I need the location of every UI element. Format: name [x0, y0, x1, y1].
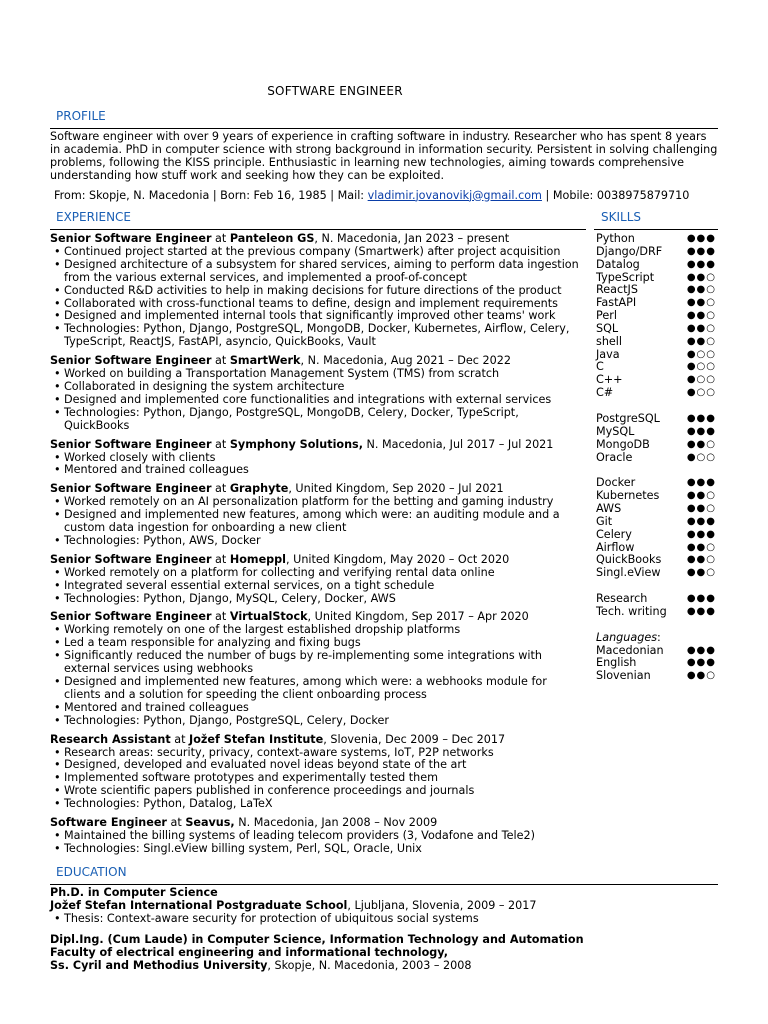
contact-suffix: | Mobile: 0038975879710 — [541, 188, 690, 202]
job-bullet: • Collaborated in designing the system architecture — [50, 381, 586, 394]
experience-heading: EXPERIENCE — [56, 210, 132, 224]
skill-row — [596, 336, 716, 349]
skill-rating: ●●● — [686, 515, 716, 527]
job-bullet: • Designed and implemented new features, among which were: an auditing module and a custom data ingestion for onboarding a new client — [50, 509, 586, 535]
job-bullets — [50, 624, 586, 727]
job-location-dates: , United Kingdom, Sep 2020 – Jul 2021 — [288, 482, 504, 496]
job-bullet: • Maintained the billing systems of leading telecom providers (3, Vodafone and Tele2) — [50, 830, 586, 843]
job-entry — [50, 734, 586, 811]
skill-rating: ●●○ — [686, 554, 716, 566]
skill-row — [596, 606, 716, 619]
skill-rating: ●●○ — [686, 567, 716, 579]
skill-name: C# — [596, 386, 614, 400]
job-entry — [50, 611, 586, 727]
skill-rating: ●●● — [686, 412, 716, 424]
skill-rating: ●●○ — [686, 297, 716, 309]
skill-rating: ●○○ — [686, 374, 716, 386]
skill-rating: ●●○ — [686, 438, 716, 450]
skill-rating: ●●● — [686, 258, 716, 270]
skill-name: C++ — [596, 373, 623, 387]
job-company: Panteleon GS — [229, 232, 315, 245]
skill-name: SQL — [596, 321, 619, 335]
skill-rating: ●●● — [686, 593, 716, 605]
languages-heading — [596, 632, 716, 645]
job-bullets — [50, 246, 586, 349]
skill-rating: ●●● — [686, 425, 716, 437]
job-bullet: • Conducted R&D activities to help in making decisions for future directions of the product — [50, 285, 586, 298]
job-bullet: • Technologies: Python, Django, PostgreSQL, MongoDB, Docker, Kubernetes, Airflow, Celery, TypeScript, ReactJS, FastAPI, asyncio, QuickBooks, Vault — [50, 323, 586, 349]
skill-row — [596, 349, 716, 362]
skill-row — [596, 259, 716, 272]
job-bullet: • Designed and implemented core functionalities and integrations with external services — [50, 394, 586, 407]
job-header — [50, 439, 586, 452]
skill-name: C — [596, 360, 604, 374]
skill-name: AWS — [596, 502, 622, 516]
job-bullet: • Technologies: Python, Django, PostgreSQL, Celery, Docker — [50, 715, 586, 728]
job-bullets — [50, 452, 586, 478]
skill-rating: ●●○ — [686, 335, 716, 347]
job-company: Seavus, — [185, 816, 235, 830]
email-link[interactable]: vladimir.jovanovikj@gmail.com — [367, 188, 542, 202]
job-bullet: • Technologies: Singl.eView billing system, Perl, SQL, Oracle, Unix — [50, 843, 586, 856]
job-header — [50, 554, 586, 567]
profile-section — [50, 131, 718, 203]
institution-name: Jožef Stefan International Postgraduate School — [50, 898, 348, 912]
skill-row — [596, 670, 716, 683]
skill-name: Django/DRF — [596, 244, 663, 258]
job-location-dates: , United Kingdom, May 2020 – Oct 2020 — [286, 552, 510, 566]
skill-rating: ●●○ — [686, 284, 716, 296]
job-bullet: • Technologies: Python, Django, PostgreSQL, MongoDB, Celery, Docker, TypeScript, QuickBooks — [50, 407, 586, 433]
skill-row — [596, 439, 716, 452]
skill-row — [596, 323, 716, 336]
institution-line — [50, 900, 718, 913]
languages-heading-text: Languages — [596, 630, 658, 644]
skill-row — [596, 387, 716, 400]
skill-rating: ●●● — [686, 644, 716, 656]
job-bullet: • Designed and implemented internal tools that significantly improved other teams' work — [50, 310, 586, 323]
job-entry — [50, 554, 586, 606]
job-bullet: • Worked remotely on an AI personalization platform for the betting and gaming industry — [50, 496, 586, 509]
job-at: at — [211, 610, 230, 624]
job-location-dates: N. Macedonia, Jul 2017 – Jul 2021 — [362, 437, 554, 451]
skill-name: Datalog — [596, 257, 640, 271]
page-title: SOFTWARE ENGINEER — [267, 84, 403, 98]
skill-rating: ●●○ — [686, 322, 716, 334]
job-role: Senior Software Engineer — [50, 232, 212, 245]
job-bullet: • Significantly reduced the number of bugs by re-implementing some integrations with external services using webhooks — [50, 650, 586, 676]
job-header — [50, 734, 586, 747]
job-bullet: • Integrated several essential external services, on a tight schedule — [50, 580, 586, 593]
job-entry — [50, 355, 586, 432]
job-role: Senior Software Engineer — [50, 610, 212, 624]
job-role: Research Assistant — [50, 732, 171, 746]
job-at: at — [211, 232, 230, 245]
skill-rating: ●●○ — [686, 490, 716, 502]
skill-row — [596, 503, 716, 516]
job-location-dates: , United Kingdom, Sep 2017 – Apr 2020 — [307, 610, 529, 624]
job-role: Software Engineer — [50, 816, 167, 830]
skill-name: Java — [596, 347, 620, 361]
skill-rating: ●○○ — [686, 361, 716, 373]
degree-text: Dipl.Ing. (Cum Laude) in Computer Science, Information Technology and Automation — [50, 932, 584, 946]
job-entry — [50, 483, 586, 548]
skill-rating: ●●● — [686, 605, 716, 617]
job-bullet: • Implemented software prototypes and experimentally tested them — [50, 772, 586, 785]
profile-heading: PROFILE — [56, 109, 106, 123]
skill-name: ReactJS — [596, 283, 638, 297]
job-bullets — [50, 830, 586, 856]
skill-name: TypeScript — [596, 270, 655, 284]
job-bullet: • Mentored and trained colleagues — [50, 464, 586, 477]
skill-name: Macedonian — [596, 643, 664, 657]
skill-name: Airflow — [596, 540, 635, 554]
skill-rating: ●●○ — [686, 503, 716, 515]
skill-row — [596, 593, 716, 606]
institution-name: Ss. Cyril and Methodius University — [50, 958, 268, 972]
job-company: Symphony Solutions, — [229, 437, 363, 451]
job-bullets — [50, 747, 586, 812]
job-bullet: • Technologies: Python, Datalog, LaTeX — [50, 798, 586, 811]
job-company: Homeppl — [229, 552, 287, 566]
skill-row — [596, 426, 716, 439]
skill-rating: ●●● — [686, 477, 716, 489]
profile-summary: Software engineer with over 9 years of experience in crafting software in industry. Researcher who has spent 8 years in academia. PhD in computer science with strong background in information security. Persistent in solving challenging problems, following the KISS principle. Enthusiastic in learning new technologies, aiming towards comprehensive understanding how stuff work and seeking how they can be exploited. — [50, 130, 718, 182]
job-bullet: • Wrote scientific papers published in conference proceedings and journals — [50, 785, 586, 798]
education-bullets — [50, 913, 718, 926]
skill-row — [596, 567, 716, 580]
job-entry — [50, 233, 586, 349]
job-entry — [50, 439, 586, 478]
skill-rating: ●●○ — [686, 271, 716, 283]
skill-name: English — [596, 656, 637, 670]
job-bullet: • Working remotely on one of the largest established dropship platforms — [50, 624, 586, 637]
job-header — [50, 233, 586, 246]
skill-rating: ●●○ — [686, 670, 716, 682]
skill-rating: ●○○ — [686, 348, 716, 360]
degree-text: Faculty of electrical engineering and informational technology, — [50, 945, 448, 959]
skill-name: PostgreSQL — [596, 411, 660, 425]
skill-name: Oracle — [596, 450, 633, 464]
skill-name: MySQL — [596, 424, 635, 438]
education-entry — [50, 934, 718, 973]
job-bullet: • Designed and implemented new features, among which were: a webhooks module for clients and a solution for speeding the client onboarding process — [50, 676, 586, 702]
skill-name: MongoDB — [596, 437, 650, 451]
job-entry — [50, 817, 586, 856]
skill-rating: ●●● — [686, 657, 716, 669]
job-location-dates: , N. Macedonia, Aug 2021 – Dec 2022 — [300, 354, 511, 368]
job-role: Senior Software Engineer — [50, 354, 212, 368]
job-bullet: • Designed architecture of a subsystem for shared services, aiming to perform data ingestion from the various external services, and implemented a proof-of-concept — [50, 259, 586, 285]
education-list — [50, 887, 718, 980]
job-bullet: • Mentored and trained colleagues — [50, 702, 586, 715]
education-bullet: • Thesis: Context-aware security for protection of ubiquitous social systems — [50, 913, 718, 926]
skill-name: Slovenian — [596, 669, 651, 683]
job-bullets — [50, 496, 586, 548]
skill-name: Docker — [596, 476, 636, 490]
job-role: Senior Software Engineer — [50, 552, 212, 566]
institution-location-dates: , Ljubljana, Slovenia, 2009 – 2017 — [347, 898, 537, 912]
skill-row — [596, 516, 716, 529]
skill-row — [596, 246, 716, 259]
skill-name: Perl — [596, 309, 617, 323]
job-bullet: • Technologies: Python, AWS, Docker — [50, 535, 586, 548]
job-company: Jožef Stefan Institute — [189, 732, 324, 746]
job-bullet: • Led a team responsible for analyzing and fixing bugs — [50, 637, 586, 650]
job-bullet: • Worked closely with clients — [50, 452, 586, 465]
job-location-dates: , Slovenia, Dec 2009 – Dec 2017 — [323, 732, 506, 746]
skill-name: FastAPI — [596, 296, 637, 310]
skill-name: Research — [596, 592, 648, 606]
skill-row — [596, 310, 716, 323]
job-bullets — [50, 567, 586, 606]
skill-rating: ●●● — [686, 233, 716, 244]
job-location-dates: N. Macedonia, Jan 2008 – Nov 2009 — [234, 816, 438, 830]
experience-list — [50, 233, 586, 862]
skill-rating: ●●○ — [686, 541, 716, 553]
languages-heading-colon: : — [657, 630, 661, 644]
job-bullet: • Designed, developed and evaluated novel ideas beyond state of the art — [50, 759, 586, 772]
skill-name: Python — [596, 232, 635, 245]
job-bullet: • Worked remotely on a platform for collecting and verifying rental data online — [50, 567, 586, 580]
skill-name: shell — [596, 334, 623, 348]
education-divider — [50, 884, 718, 885]
skill-rating: ●●● — [686, 245, 716, 257]
education-heading: EDUCATION — [56, 865, 127, 879]
degree-text: Ph.D. in Computer Science — [50, 886, 218, 899]
skills-divider — [594, 229, 718, 230]
job-at: at — [211, 482, 230, 496]
job-bullet: • Research areas: security, privacy, context-aware systems, IoT, P2P networks — [50, 747, 586, 760]
skill-row — [596, 529, 716, 542]
skill-rating: ●○○ — [686, 451, 716, 463]
job-at: at — [211, 437, 230, 451]
skill-rating: ●●○ — [686, 310, 716, 322]
institution-line — [50, 960, 718, 973]
skills-list — [596, 233, 716, 683]
skill-name: Git — [596, 514, 613, 528]
job-at: at — [211, 354, 230, 368]
skill-name: Singl.eView — [596, 566, 661, 580]
contact-line — [54, 190, 718, 203]
profile-divider — [50, 128, 718, 129]
skill-row — [596, 413, 716, 426]
job-bullets — [50, 368, 586, 433]
skill-row — [596, 452, 716, 465]
job-role: Senior Software Engineer — [50, 437, 212, 451]
job-company: SmartWerk — [229, 354, 301, 368]
skill-row — [596, 374, 716, 387]
job-company: Graphyte — [229, 482, 289, 496]
job-company: VirtualStock — [229, 610, 308, 624]
skill-name: Kubernetes — [596, 489, 660, 503]
job-location-dates: , N. Macedonia, Jan 2023 – present — [314, 232, 510, 245]
institution-location-dates: , Skopje, N. Macedonia, 2003 – 2008 — [267, 958, 472, 972]
experience-divider — [50, 229, 586, 230]
job-role: Senior Software Engineer — [50, 482, 212, 496]
job-bullet: • Worked on building a Transportation Management System (TMS) from scratch — [50, 368, 586, 381]
skill-rating: ●○○ — [686, 387, 716, 399]
languages-heading-label — [596, 632, 661, 645]
job-bullet: • Technologies: Python, Django, MySQL, Celery, Docker, AWS — [50, 593, 586, 606]
job-at: at — [166, 816, 186, 830]
contact-prefix: From: Skopje, N. Macedonia | Born: Feb 16, 1985 | Mail: — [54, 188, 368, 202]
job-bullet: • Collaborated with cross-functional teams to define, design and implement requirements — [50, 298, 586, 311]
job-bullet: • Continued project started at the previous company (Smartwerk) after project acquisition — [50, 246, 586, 259]
skill-row — [596, 233, 716, 246]
skill-name: Celery — [596, 527, 632, 541]
education-entry — [50, 887, 718, 926]
job-at: at — [211, 552, 230, 566]
skill-rating: ●●● — [686, 528, 716, 540]
job-at: at — [170, 732, 190, 746]
skill-name: QuickBooks — [596, 553, 662, 567]
skill-name: Tech. writing — [596, 604, 667, 618]
skills-heading: SKILLS — [601, 210, 642, 224]
